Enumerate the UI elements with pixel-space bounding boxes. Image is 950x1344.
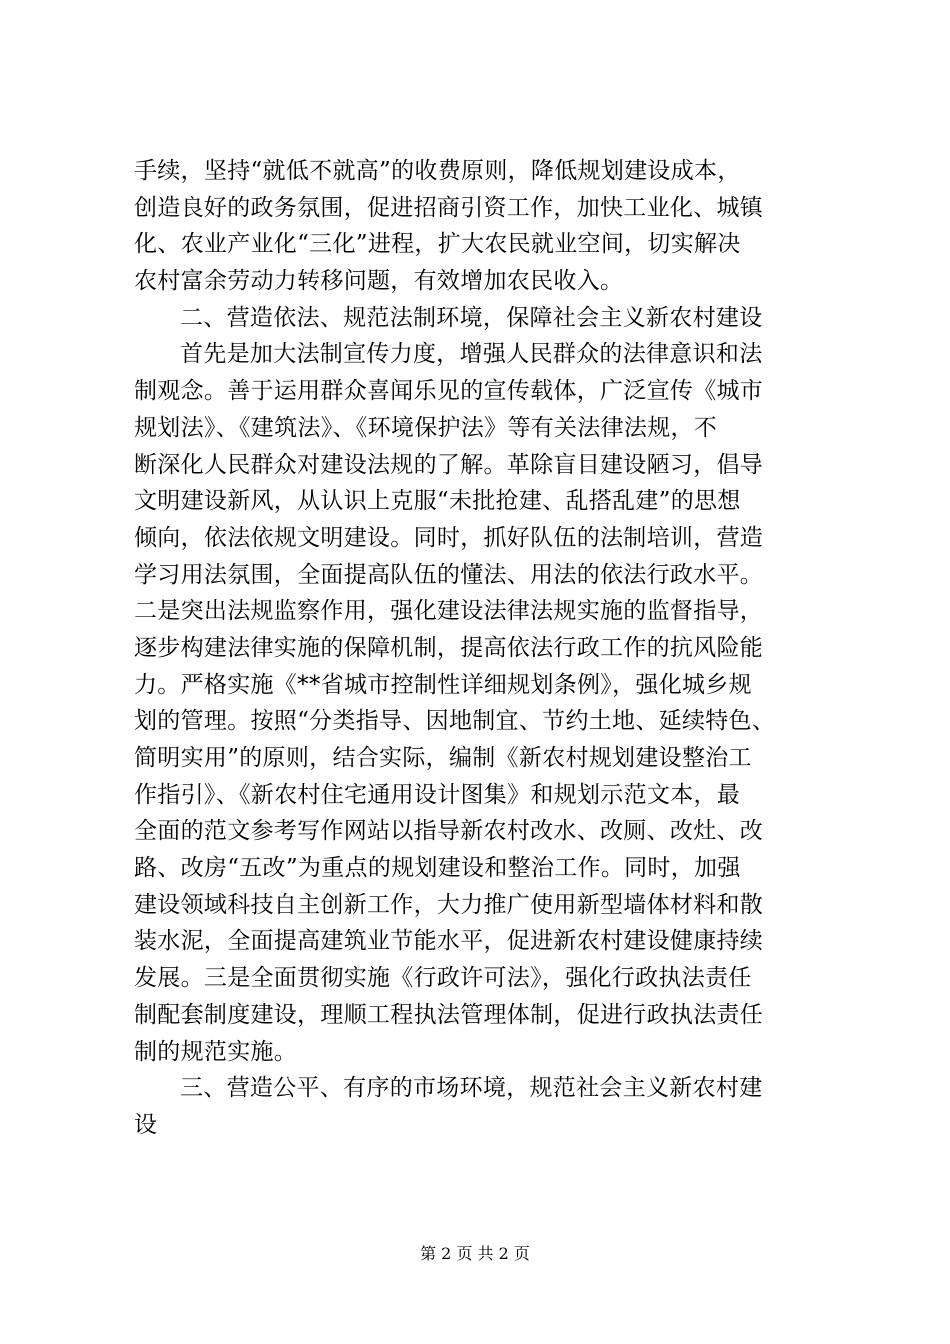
text-line: 农村富余劳动力转移问题，有效增加农民收入。	[134, 268, 624, 295]
text-line: 制配套制度建设，理顺工程执法管理体制，促进行政执法责任	[134, 1001, 764, 1028]
text-line: 文明建设新风，从认识上克服“未批抢建、乱搭乱建”的思想	[134, 488, 741, 515]
text-line: 学习用法氛围，全面提高队伍的懂法、用法的依法行政水平。	[134, 561, 764, 588]
section-heading: 二、营造依法、规范法制环境，保障社会主义新农村建设	[180, 304, 763, 331]
text-line: 二是突出法规监察作用，强化建设法律法规实施的监督指导，	[134, 598, 764, 625]
document-body	[134, 153, 834, 1144]
text-line: 作指引》、《新农村住宅通用设计图集》和规划示范文本，最	[134, 781, 741, 808]
text-line: 力。严格实施《**省城市控制性详细规划条例》，强化城乡规	[134, 671, 752, 698]
text-line: 路、改房“五改”为重点的规划建设和整治工作。同时，加强	[134, 855, 741, 882]
text-line: 制的规范实施。	[134, 1038, 298, 1065]
text-line: 简明实用”的原则，结合实际，编制《新农村规划建设整治工	[134, 745, 752, 771]
text-line: 规划法》、《建筑法》、《环境保护法》等有关法律法规，不	[134, 414, 718, 441]
text-line: 装水泥，全面提高建筑业节能水平，促进新农村建设健康持续	[134, 928, 764, 955]
text-line: 首先是加大法制宣传力度，增强人民群众的法律意识和法	[180, 341, 763, 368]
text-line: 断深化人民群众对建设法规的了解。革除盲目建设陋习，倡导	[134, 451, 764, 478]
text-line: 逐步构建法律实施的保障机制，提高依法行政工作的抗风险能	[134, 634, 764, 661]
text-line: 发展。三是全面贯彻实施《行政许可法》，强化行政执法责任	[134, 965, 752, 992]
text-line: 设	[134, 1111, 158, 1138]
text-line: 倾向，依法依规文明建设。同时，抓好队伍的法制培训，营造	[134, 524, 764, 551]
text-line: 手续，坚持“就低不就高”的收费原则，降低规划建设成本，	[134, 158, 741, 184]
text-line: 化、农业产业化“三化”进程，扩大农民就业空间，切实解决	[134, 231, 741, 258]
text-line: 创造良好的政务氛围，促进招商引资工作，加快工业化、城镇	[134, 194, 764, 221]
page-footer	[0, 1243, 950, 1265]
section-heading: 三、营造公平、有序的市场环境，规范社会主义新农村建	[180, 1075, 763, 1102]
text-line: 划的管理。按照“分类指导、因地制宜、节约土地、延续特色、	[134, 708, 776, 735]
text-line: 建设领域科技自主创新工作，大力推广使用新型墙体材料和散	[134, 891, 764, 918]
page-number-label: 第 2 页 共 2 页	[420, 1244, 530, 1263]
text-line: 制观念。善于运用群众喜闻乐见的宣传载体，广泛宣传《城市	[134, 378, 764, 405]
text-line: 全面的范文参考写作网站以指导新农村改水、改厕、改灶、改	[134, 818, 764, 845]
